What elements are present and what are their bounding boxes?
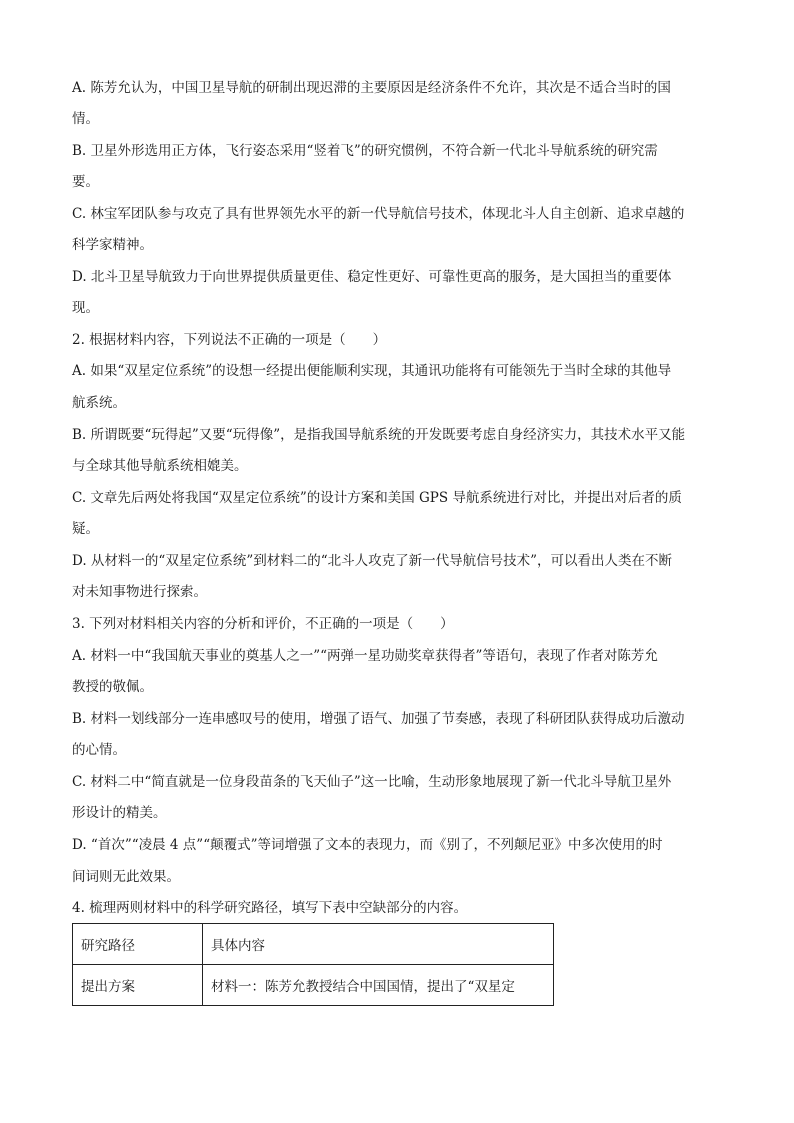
text-line: B. 卫星外形选用正方体，飞行姿态采用“竖着飞”的研究惯例，不符合新一代北斗导航系统的研究需 xyxy=(72,143,658,159)
text-line: 情。 xyxy=(72,111,99,127)
text-line: A. 如果“双星定位系统”的设想一经提出便能顺利实现，其通讯功能将有可能领先于当时全球的其他导 xyxy=(72,363,672,379)
text-line: 的心情。 xyxy=(72,742,126,758)
text-line: 2. 根据材料内容，下列说法不正确的一项是（ ） xyxy=(72,332,387,348)
table-header-cell: 具体内容 xyxy=(203,924,554,965)
text-line: 科学家精神。 xyxy=(72,237,153,253)
table-header-cell: 研究路径 xyxy=(73,924,203,965)
text-line: 疑。 xyxy=(72,521,99,537)
table-cell: 提出方案 xyxy=(73,965,203,1006)
text-line: B. 所谓既要“玩得起”又要“玩得像”，是指我国导航系统的开发既要考虑自身经济实力，其技术水平又能 xyxy=(72,427,686,443)
text-line: 形设计的精美。 xyxy=(72,805,167,821)
text-line: 3. 下列对材料相关内容的分析和评价，不正确的一项是（ ） xyxy=(72,616,454,632)
text-line: A. 材料一中“我国航天事业的奠基人之一”“两弹一星功勋奖章获得者”等语句，表现了作者对陈芳允 xyxy=(72,648,658,664)
text-line: 要。 xyxy=(72,174,99,190)
text-line: 教授的敬佩。 xyxy=(72,679,153,695)
text-line: D. 北斗卫星导航致力于向世界提供质量更佳、稳定性更好、可靠性更高的服务，是大国担当的重要体 xyxy=(72,269,672,285)
text-line: B. 材料一划线部分一连串感叹号的使用，增强了语气、加强了节奏感，表现了科研团队获得成功后激动 xyxy=(72,711,685,727)
text-line: C. 文章先后两处将我国“双星定位系统”的设计方案和美国 GPS 导航系统进行对比，并提出对后者的质 xyxy=(72,490,682,506)
table-cell: 材料一：陈芳允教授结合中国国情，提出了“双星定 xyxy=(203,965,554,1006)
text-line: 对未知事物进行探索。 xyxy=(72,584,207,600)
research-path-table xyxy=(72,923,554,1006)
text-line: A. 陈芳允认为，中国卫星导航的研制出现迟滞的主要原因是经济条件不允许，其次是不适合当时的国 xyxy=(72,80,671,96)
text-line: D. 从材料一的“双星定位系统”到材料二的“北斗人攻克了新一代导航信号技术”，可以看出人类在不断 xyxy=(72,553,673,569)
text-line: C. 林宝军团队参与攻克了具有世界领先水平的新一代导航信号技术，体现北斗人自主创新、追求卓越的 xyxy=(72,206,685,222)
text-line: 4. 梳理两则材料中的科学研究路径，填写下表中空缺部分的内容。 xyxy=(72,900,468,916)
text-line: 间词则无此效果。 xyxy=(72,869,180,885)
table-row xyxy=(73,965,554,1006)
table-header-row xyxy=(73,924,554,965)
text-line: 航系统。 xyxy=(72,395,126,411)
text-line: C. 材料二中“简直就是一位身段苗条的飞天仙子”这一比喻，生动形象地展现了新一代北斗导航卫星外 xyxy=(72,774,672,790)
text-line: 与全球其他导航系统相媲美。 xyxy=(72,458,248,474)
text-line: 现。 xyxy=(72,300,99,316)
text-line: D. “首次”“凌晨 4 点”“颠覆式”等词增强了文本的表现力，而《别了，不列颠尼亚》中多次使用的时 xyxy=(72,837,663,853)
